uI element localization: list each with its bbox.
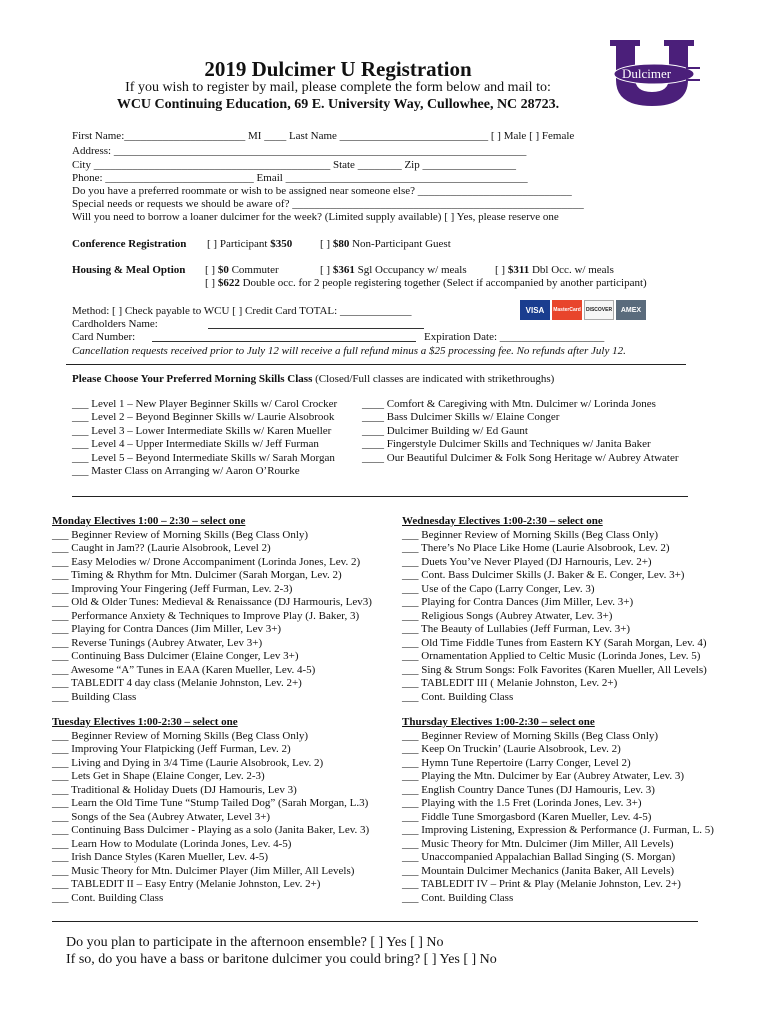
visa-logo: VISA (520, 300, 550, 320)
elective-option[interactable]: ___ Cont. Building Class (402, 690, 514, 703)
monday-heading: Monday Electives 1:00 – 2:30 – select one (52, 515, 246, 527)
mastercard-logo: MasterCard (552, 300, 582, 320)
conference-label: Conference Registration (72, 238, 187, 250)
elective-option[interactable]: ___ Religious Songs (Aubrey Atwater, Lev. 3+) (402, 609, 613, 622)
elective-option[interactable]: ___ Continuing Bass Dulcimer - Playing as a solo (Janita Baker, Lev. 3) (52, 824, 370, 836)
elective-option[interactable]: ___ Easy Melodies w/ Drone Accompaniment (Lorinda Jones, Lev. 2) (52, 555, 361, 568)
elective-option[interactable]: ___ Learn How to Modulate (Lorinda Jones, Lev. 4-5) (52, 837, 292, 850)
elective-option[interactable]: ___ Keep On Truckin’ (Laurie Alsobrook, Lev. 2) (402, 743, 621, 755)
tuesday-electives (52, 716, 369, 905)
double-two-people-option[interactable]: [ ] $622 Double occ. for 2 people registering together (Select if accompanied by another participant) (205, 277, 647, 289)
elective-option[interactable]: ___ Playing for Contra Dances (Jim Miller, Lev 3+) (52, 623, 282, 635)
housing-label: Housing & Meal Option (72, 264, 186, 276)
morning-option[interactable]: ___ Level 4 – Upper Intermediate Skills w/ Jeff Furman (72, 438, 319, 451)
morning-option[interactable]: ____ Our Beautiful Dulcimer & Folk Song Heritage w/ Aubrey Atwater (362, 451, 679, 464)
double-occupancy-option[interactable]: [ ] $311 Dbl Occ. w/ meals (495, 264, 614, 276)
elective-option[interactable]: ___ Mountain Dulcimer Mechanics (Janita Baker, All Levels) (402, 864, 675, 877)
elective-option[interactable]: ___ Hymn Tune Repertoire (Larry Conger, Level 2) (402, 756, 631, 769)
discover-logo: DISCOVER (584, 300, 614, 320)
elective-option[interactable]: ___ TABLEDIT 4 day class (Melanie Johnston, Lev. 2+) (52, 677, 302, 689)
elective-option[interactable]: ___ Cont. Building Class (402, 891, 514, 904)
thursday-heading: Thursday Electives 1:00-2:30 – select one (402, 716, 595, 728)
page-title: 2019 Dulcimer U Registration (204, 57, 472, 81)
single-occupancy-option[interactable]: [ ] $361 Sgl Occupancy w/ meals (320, 264, 467, 276)
card-number-label: Card Number: (72, 331, 136, 343)
elective-option[interactable]: ___ Learn the Old Time Tune “Stump Tailed Dog” (Sarah Morgan, L.3) (52, 797, 369, 809)
elective-option[interactable]: ___ Beginner Review of Morning Skills (Beg Class Only) (402, 729, 659, 742)
address-field[interactable]: Address: ___________________________________________________________________________ (72, 145, 527, 157)
elective-option[interactable]: ___ Fiddle Tune Smorgasbord (Karen Mueller, Lev. 4-5) (402, 810, 652, 823)
morning-option[interactable]: ___ Level 3 – Lower Intermediate Skills w/ Karen Mueller (72, 424, 332, 437)
city-state-zip-field[interactable]: City ___________________________________________ State ________ Zip _________________ (72, 159, 516, 171)
commuter-option[interactable]: [ ] $0 Commuter (205, 264, 279, 276)
elective-option[interactable]: ___ Duets You’ve Never Played (DJ Harnouris, Lev. 2+) (402, 555, 652, 568)
elective-option[interactable]: ___ Improving Your Flatpicking (Jeff Furman, Lev. 2) (52, 743, 291, 755)
cancellation-policy: Cancellation requests received prior to July 12 will receive a full refund minus a $25 processing fee. No refunds after July 12. (72, 345, 626, 357)
elective-option[interactable]: ___ English Country Dance Tunes (DJ Hamouris, Lev. 3) (402, 783, 655, 796)
credit-card-logos (520, 300, 646, 322)
elective-option[interactable]: ___ Use of the Capo (Larry Conger, Lev. 3) (402, 582, 595, 595)
wednesday-electives (402, 515, 707, 704)
elective-option[interactable]: ___ Songs of the Sea (Aubrey Atwater, Level 3+) (52, 810, 271, 823)
morning-option[interactable]: ___ Level 1 – New Player Beginner Skills w/ Carol Crocker (72, 398, 338, 410)
morning-heading: Please Choose Your Preferred Morning Skills Class (Closed/Full classes are indicated with strikethroughs) (72, 373, 555, 385)
elective-option[interactable]: ___ Old & Older Tunes: Medieval & Renaissance (DJ Harmouris, Lev3) (52, 596, 372, 608)
elective-option[interactable]: ___ TABLEDIT IV – Print & Play (Melanie Johnston, Lev. 2+) (402, 878, 681, 890)
elective-option[interactable]: ___ Reverse Tunings (Aubrey Atwater, Lev 3+) (52, 636, 263, 649)
roommate-field[interactable]: Do you have a preferred roommate or wish to be assigned near someone else? ____________________________ (72, 185, 572, 197)
amex-logo: AMEX (616, 300, 646, 320)
special-needs-field[interactable]: Special needs or requests we should be aware of? _____________________________________________________ (72, 198, 584, 210)
elective-option[interactable]: ___ Living and Dying in 3/4 Time (Laurie Alsobrook, Lev. 2) (52, 756, 324, 769)
logo-text: Dulcimer (622, 66, 672, 81)
elective-option[interactable]: ___ Music Theory for Mtn. Dulcimer Player (Jim Miller, All Levels) (52, 864, 355, 877)
ensemble-question[interactable]: Do you plan to participate in the afternoon ensemble? [ ] Yes [ ] No (66, 935, 444, 950)
elective-option[interactable]: ___ Performance Anxiety & Techniques to Improve Play (J. Baker, 3) (52, 609, 360, 622)
loaner-dulcimer-field[interactable]: Will you need to borrow a loaner dulcimer for the week? (Limited supply available) [ ] Yes, please reserve one (72, 211, 559, 223)
dulcimer-u-logo (600, 40, 704, 106)
elective-option[interactable]: ___ Sing & Strum Songs: Folk Favorites (Karen Mueller, All Levels) (402, 663, 707, 676)
elective-option[interactable]: ___ Building Class (52, 690, 137, 703)
elective-option[interactable]: ___ Playing with the 1.5 Fret (Lorinda Jones, Lev. 3+) (402, 797, 642, 809)
expiration-field[interactable]: Expiration Date: ___________________ (424, 331, 605, 343)
elective-option[interactable]: ___ There’s No Place Like Home (Laurie Alsobrook, Lev. 2) (402, 542, 670, 554)
elective-option[interactable]: ___ Improving Listening, Expression & Performance (J. Furman, L. 5) (402, 824, 714, 836)
cardholder-input-line[interactable] (208, 328, 424, 329)
tuesday-heading: Tuesday Electives 1:00-2:30 – select one (52, 716, 238, 728)
elective-option[interactable]: ___ Playing for Contra Dances (Jim Miller, Lev. 3+) (402, 596, 634, 608)
intro-text: If you wish to register by mail, please complete the form below and mail to: (125, 80, 551, 95)
payment-method[interactable]: Method: [ ] Check payable to WCU [ ] Credit Card TOTAL: _____________ (72, 305, 412, 317)
morning-option[interactable]: ___ Level 2 – Beyond Beginner Skills w/ Laurie Alsobrook (72, 411, 335, 424)
elective-option[interactable]: ___ Music Theory for Mtn. Dulcimer (Jim Miller, All Levels) (402, 837, 674, 850)
card-number-input-line[interactable] (152, 341, 416, 342)
elective-option[interactable]: ___ Continuing Bass Dulcimer (Elaine Conger, Lev 3+) (52, 650, 299, 662)
guest-option[interactable]: [ ] $80 Non-Participant Guest (320, 238, 451, 250)
elective-option[interactable]: ___ Ornamentation Applied to Celtic Music (Lorinda Jones, Lev. 5) (402, 650, 701, 662)
elective-option[interactable]: ___ Irish Dance Styles (Karen Mueller, Lev. 4-5) (52, 851, 269, 863)
morning-right-list (362, 398, 679, 465)
elective-option[interactable]: ___ Caught in Jam?? (Laurie Alsobrook, Level 2) (52, 542, 271, 554)
morning-option[interactable]: ____ Dulcimer Building w/ Ed Gaunt (362, 424, 528, 437)
elective-option[interactable]: ___ Cont. Building Class (52, 891, 164, 904)
participant-option[interactable]: [ ] Participant $350 (207, 238, 293, 250)
elective-option[interactable]: ___ Traditional & Holiday Duets (DJ Hamouris, Lev 3) (52, 783, 297, 796)
morning-option[interactable]: ____ Fingerstyle Dulcimer Skills and Techniques w/ Janita Baker (362, 438, 651, 451)
wednesday-heading: Wednesday Electives 1:00-2:30 – select one (402, 515, 603, 527)
name-field[interactable]: First Name:______________________ MI ____ Last Name ___________________________ [ ] Male [ ] Female (72, 130, 575, 142)
morning-left-list (72, 398, 337, 478)
cardholder-label: Cardholders Name: (72, 318, 158, 330)
elective-option[interactable]: ___ Timing & Rhythm for Mtn. Dulcimer (Sarah Morgan, Lev. 2) (52, 569, 342, 581)
monday-electives (52, 515, 372, 704)
bass-dulcimer-question[interactable]: If so, do you have a bass or baritone dulcimer you could bring? [ ] Yes [ ] No (66, 952, 497, 967)
elective-option[interactable]: ___ Cont. Bass Dulcimer Skills (J. Baker & E. Conger, Lev. 3+) (402, 569, 685, 581)
thursday-electives (402, 716, 714, 905)
elective-option[interactable]: ___ The Beauty of Lullabies (Jeff Furman, Lev. 3+) (402, 623, 631, 635)
elective-option[interactable]: ___ TABLEDIT II – Easy Entry (Melanie Johnston, Lev. 2+) (52, 878, 321, 890)
divider-1 (66, 364, 686, 365)
elective-option[interactable]: ___ Improving Your Fingering (Jeff Furman, Lev. 2-3) (52, 582, 293, 595)
divider-2 (72, 496, 688, 497)
elective-option[interactable]: ___ Playing the Mtn. Dulcimer by Ear (Aubrey Atwater, Lev. 3) (402, 770, 685, 782)
phone-email-field[interactable]: Phone: ___________________________ Email ____________________________________________ (72, 172, 528, 184)
elective-option[interactable]: ___ Lets Get in Shape (Elaine Conger, Lev. 2-3) (52, 770, 265, 782)
morning-option[interactable]: ___ Master Class on Arranging w/ Aaron O’Rourke (72, 465, 300, 478)
elective-option[interactable]: ___ Old Time Fiddle Tunes from Eastern KY (Sarah Morgan, Lev. 4) (402, 636, 707, 649)
morning-option[interactable]: ___ Level 5 – Beyond Intermediate Skills w/ Sarah Morgan (72, 451, 335, 464)
elective-option[interactable]: ___ Beginner Review of Morning Skills (Beg Class Only) (52, 528, 309, 541)
mailing-address: WCU Continuing Education, 69 E. University Way, Cullowhee, NC 28723. (116, 97, 560, 112)
elective-option[interactable]: ___ TABLEDIT III ( Melanie Johnston, Lev. 2+) (402, 677, 618, 689)
morning-option[interactable]: ____ Bass Dulcimer Skills w/ Elaine Conger (362, 411, 560, 424)
elective-option[interactable]: ___ Beginner Review of Morning Skills (Beg Class Only) (52, 729, 309, 742)
elective-option[interactable]: ___ Beginner Review of Morning Skills (Beg Class Only) (402, 528, 659, 541)
morning-option[interactable]: ____ Comfort & Caregiving with Mtn. Dulcimer w/ Lorinda Jones (362, 398, 656, 410)
elective-option[interactable]: ___ Unaccompanied Appalachian Ballad Singing (S. Morgan) (402, 851, 676, 863)
divider-3 (52, 921, 698, 922)
elective-option[interactable]: ___ Awesome “A” Tunes in EAA (Karen Mueller, Lev. 4-5) (52, 663, 316, 676)
